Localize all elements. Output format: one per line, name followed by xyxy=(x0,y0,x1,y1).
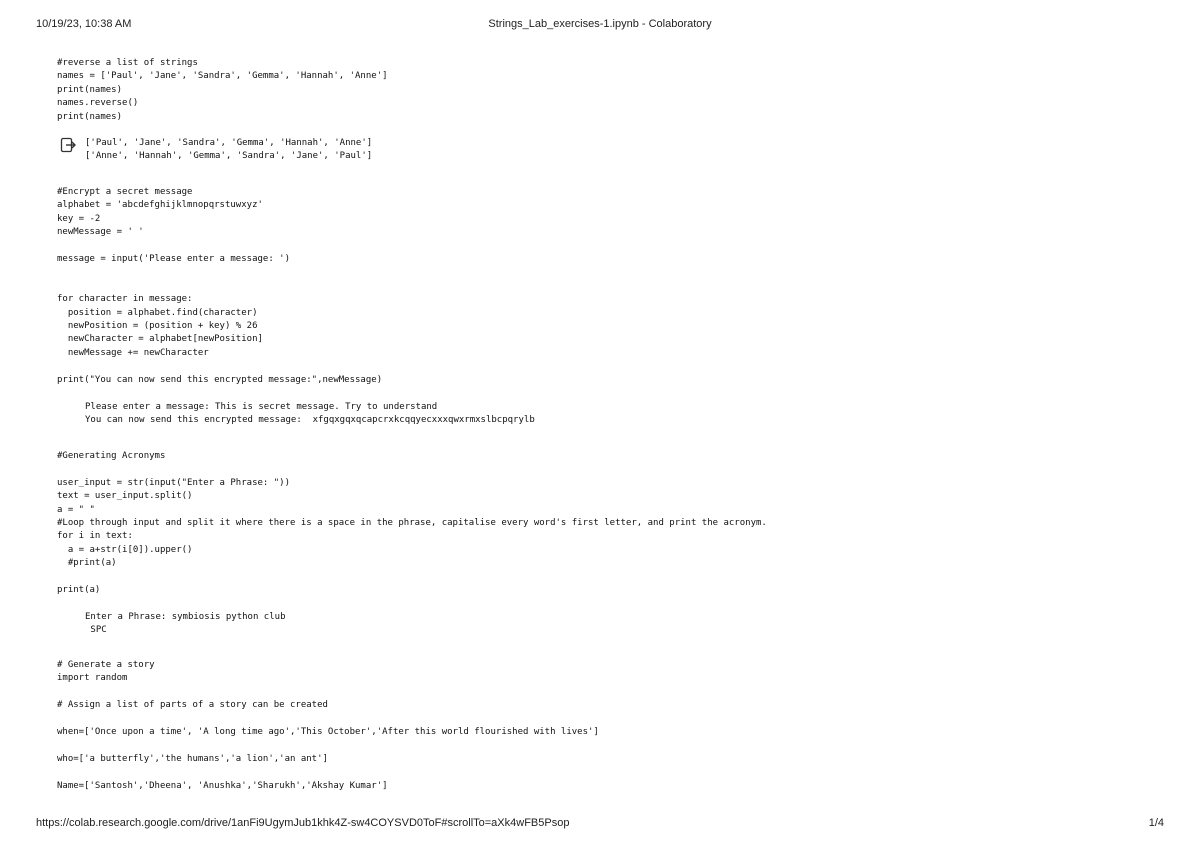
page-number: 1/4 xyxy=(1148,817,1164,829)
cell-output-reverse-list: ['Paul', 'Jane', 'Sandra', 'Gemma', 'Hannah', 'Anne'] ['Anne', 'Hannah', 'Gemma', 'Sandra', 'Jane', 'Paul'] xyxy=(85,138,373,162)
print-datetime: 10/19/23, 10:38 AM xyxy=(36,18,132,30)
document-title: Strings_Lab_exercises-1.ipynb - Colaboratory xyxy=(488,18,712,30)
page-url: https://colab.research.google.com/drive/1anFi9UgymJub1khk4Z-sw4COYSVD0ToF#scrollTo=aXk4wFB5Psop xyxy=(36,817,570,829)
code-cell-acronyms[interactable]: #Generating Acronyms user_input = str(input("Enter a Phrase: ")) text = user_input.split() a = " " #Loop through input and split it where there is a space in the phrase, capitalise every word's first letter, and print the acronym. for i in text: a = a+str(i[0]).upper() #print(a) print(a) xyxy=(57,451,767,596)
output-arrow-icon[interactable] xyxy=(60,137,76,153)
code-cell-encrypt-message[interactable]: #Encrypt a secret message alphabet = 'abcdefghijklmnopqrstuwxyz' key = -2 newMessage = ' ' message = input('Please enter a message: ') for character in message: position = alphabet.find(character) newPosition = (position + key) % 26 newCharacter = alphabet[newPosition] newMessage += newCharacter print("You can now send this encrypted message:",newMessage) xyxy=(57,187,383,385)
code-cell-reverse-list[interactable]: #reverse a list of strings names = ['Paul', 'Jane', 'Sandra', 'Gemma', 'Hannah', 'Anne'] print(names) names.reverse() print(names) xyxy=(57,58,388,122)
code-cell-generate-story[interactable]: # Generate a story import random # Assign a list of parts of a story can be created when=['Once upon a time', 'A long time ago','This October','After this world flourished with lives'] who=['a butterfly','the humans','a lion','an ant'] Name=['Santosh','Dheena', 'Anushka','Sharukh','Akshay Kumar'] xyxy=(57,660,599,791)
cell-output-acronyms: Enter a Phrase: symbiosis python club SPC xyxy=(85,612,286,636)
cell-output-encrypt-message: Please enter a message: This is secret message. Try to understand You can now send this encrypted message: xfgqxgqxqcapcrxkcqqyecxxxqwxrmxslbcpqrylb xyxy=(85,402,535,426)
print-header xyxy=(0,18,1200,38)
print-footer xyxy=(0,817,1200,837)
